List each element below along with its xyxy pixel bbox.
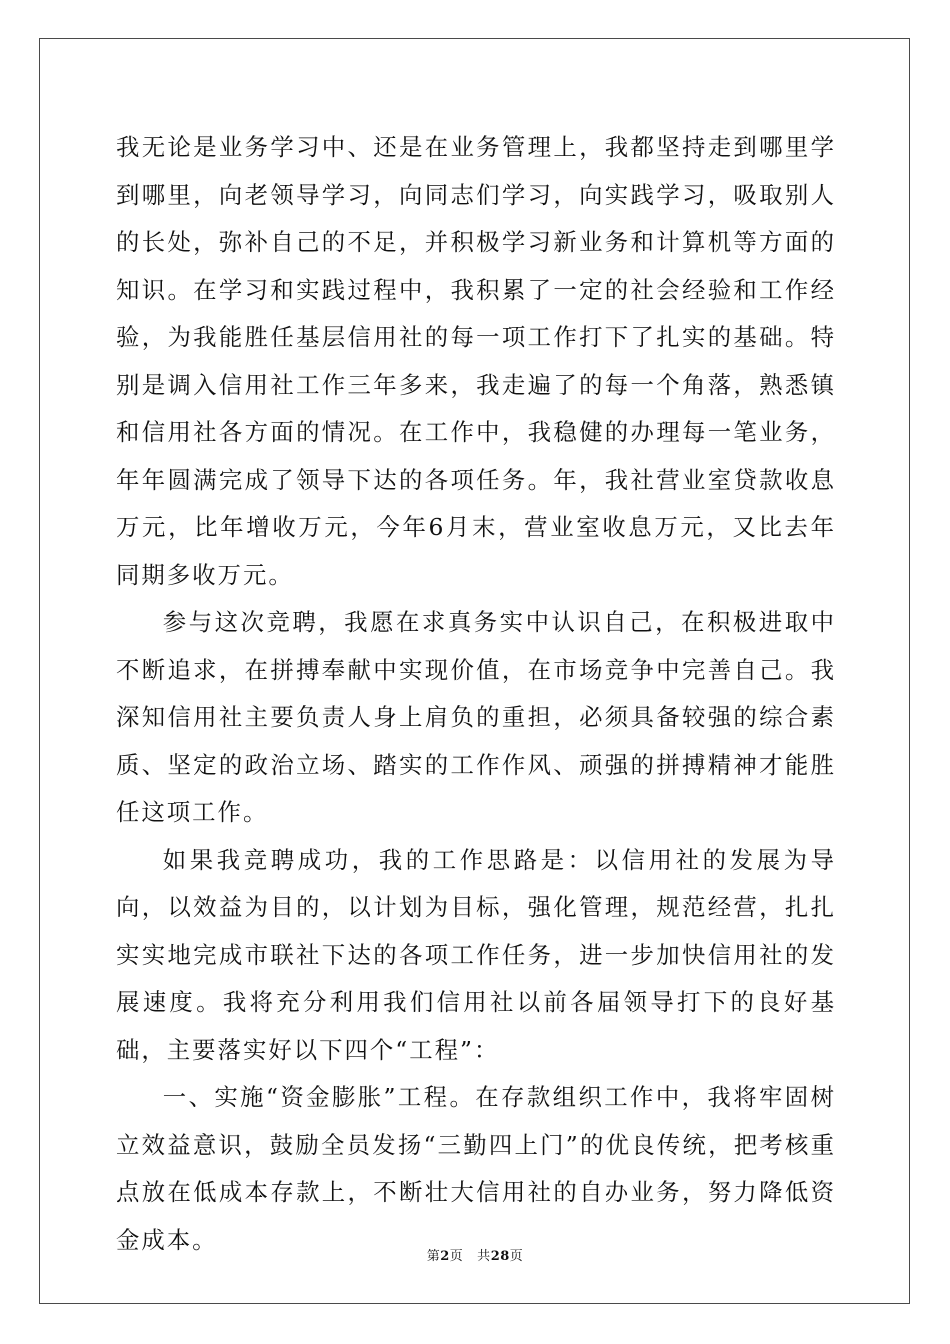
footer-total-suffix: 页 — [509, 1249, 524, 1264]
paragraph-3: 如果我竞聘成功，我的工作思路是：以信用社的发展为导向，以效益为目的，以计划为目标，强化管理，规范经营，扎扎实实地完成市联社下达的各项工作任务，进一步加快信用社的发展速度。我将充分利用我们信用社以前各届领导打下的良好基础，主要落实好以下四个“工程”： — [116, 845, 836, 1064]
document-body — [116, 124, 836, 1264]
paragraph-1: 我无论是业务学习中、还是在业务管理上，我都坚持走到哪里学到哪里，向老领导学习，向同志们学习，向实践学习，吸取别人的长处，弥补自己的不足，并积极学习新业务和计算机等方面的知识。在学习和实践过程中，我积累了一定的社会经验和工作经验，为我能胜任基层信用社的每一项工作打下了扎实的基础。特别是调入信用社工作三年多来，我走遍了的每一个角落，熟悉镇和信用社各方面的情况。在工作中，我稳健的办理每一笔业务，年年圆满完成了领导下达的各项任务。年，我社营业室贷款收息万元，比年增收万元，今年6月末，营业室收息万元，又比去年同期多收万元。 — [116, 133, 836, 589]
page-footer — [0, 1248, 950, 1266]
paragraph-4: 一、实施“资金膨胀”工程。在存款组织工作中，我将牢固树立效益意识，鼓励全员发扬“三勤四上门”的优良传统，把考核重点放在低成本存款上，不断壮大信用社的自办业务，努力降低资金成本。 — [116, 1083, 836, 1254]
footer-page-suffix: 页 — [449, 1249, 464, 1264]
total-page-count: 28 — [490, 1249, 510, 1264]
paragraph-2: 参与这次竞聘，我愿在求真务实中认识自己，在积极进取中不断追求，在拼搏奉献中实现价值，在市场竞争中完善自己。我深知信用社主要负责人身上肩负的重担，必须具备较强的综合素质、坚定的政治立场、踏实的工作作风、顽强的拼搏精神才能胜任这项工作。 — [116, 608, 836, 826]
footer-prefix: 第 — [426, 1249, 441, 1264]
current-page-number: 2 — [440, 1249, 450, 1264]
footer-total-prefix: 共 — [477, 1249, 491, 1264]
